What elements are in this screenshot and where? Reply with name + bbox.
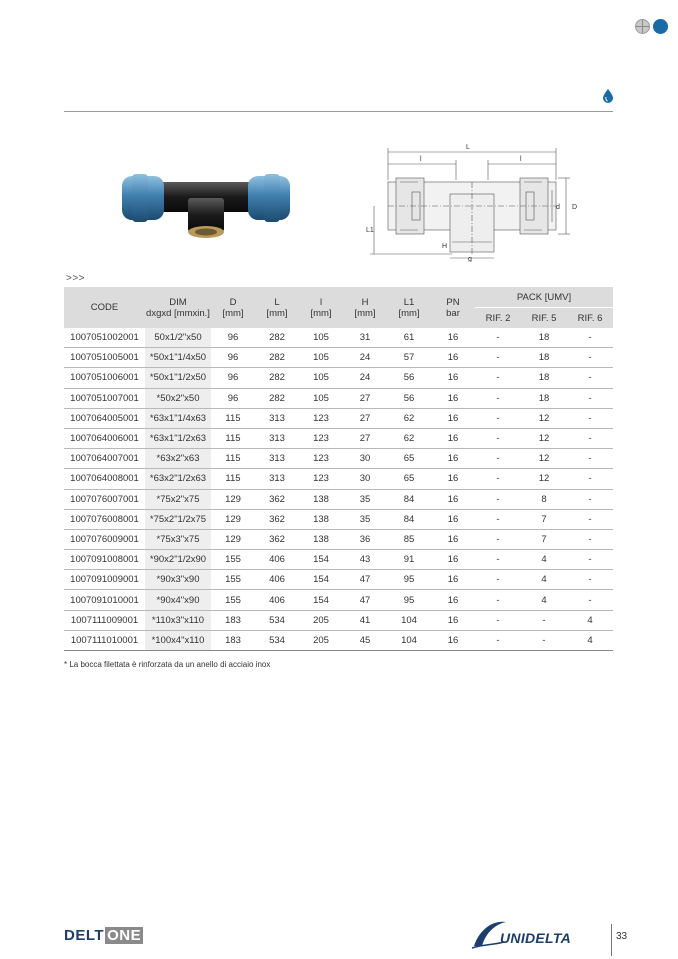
product-photo <box>116 170 296 240</box>
cell-l1: 84 <box>387 489 431 509</box>
cell-rif5: 8 <box>521 489 567 509</box>
cell-l1: 104 <box>387 610 431 630</box>
cell-dim: *75x2"1/2x75 <box>145 509 211 529</box>
cell-rif5: 18 <box>521 348 567 368</box>
cell-l1: 57 <box>387 348 431 368</box>
cell-pn: 16 <box>431 610 475 630</box>
cell-l: 282 <box>255 368 299 388</box>
cell-h: 24 <box>343 368 387 388</box>
cell-dim: *50x1"1/4x50 <box>145 348 211 368</box>
cell-l: 105 <box>299 368 343 388</box>
cell-rif5: 12 <box>521 469 567 489</box>
label-l-left: l <box>420 156 422 163</box>
cell-l: 123 <box>299 428 343 448</box>
header-PN: PN bar <box>431 287 475 328</box>
cell-rif2: - <box>475 469 521 489</box>
table-row <box>64 348 613 368</box>
cell-l: 105 <box>299 348 343 368</box>
cell-l: 313 <box>255 449 299 469</box>
cell-l: 123 <box>299 449 343 469</box>
table-row <box>64 408 613 428</box>
cell-h: 47 <box>343 590 387 610</box>
cell-rif2: - <box>475 610 521 630</box>
cell-rif2: - <box>475 590 521 610</box>
cell-rif5: 4 <box>521 590 567 610</box>
cell-h: 43 <box>343 550 387 570</box>
cell-pn: 16 <box>431 550 475 570</box>
cell-code: 1007064006001 <box>64 428 145 448</box>
cell-pn: 16 <box>431 489 475 509</box>
header-L1: L1 [mm] <box>387 287 431 328</box>
cell-code: 1007051002001 <box>64 328 145 348</box>
cell-l: 123 <box>299 469 343 489</box>
cell-code: 1007091010001 <box>64 590 145 610</box>
cell-dim: *110x3"x110 <box>145 610 211 630</box>
cell-code: 1007076008001 <box>64 509 145 529</box>
cell-pn: 16 <box>431 368 475 388</box>
cell-rif2: - <box>475 348 521 368</box>
cell-rif5: 7 <box>521 509 567 529</box>
cell-rif6: - <box>567 348 613 368</box>
cell-code: 1007051005001 <box>64 348 145 368</box>
cell-rif5: 18 <box>521 368 567 388</box>
cell-rif2: - <box>475 408 521 428</box>
cell-rif6: 4 <box>567 610 613 630</box>
cell-d: 96 <box>211 388 255 408</box>
page-number: 33 <box>616 931 628 942</box>
cell-dim: *63x1"1/2x63 <box>145 428 211 448</box>
cell-rif5: - <box>521 630 567 650</box>
cell-pn: 16 <box>431 449 475 469</box>
cell-h: 30 <box>343 469 387 489</box>
table-body <box>64 328 613 651</box>
cell-dim: *50x1"1/2x50 <box>145 368 211 388</box>
label-D: D <box>572 204 578 211</box>
header-rif5: RIF. 5 <box>521 308 567 329</box>
cell-pn: 16 <box>431 388 475 408</box>
table-row <box>64 328 613 348</box>
cell-rif2: - <box>475 529 521 549</box>
table-row <box>64 388 613 408</box>
label-g: g <box>468 256 472 262</box>
cell-l1: 95 <box>387 570 431 590</box>
table-row <box>64 428 613 448</box>
cell-d: 129 <box>211 529 255 549</box>
table-row <box>64 550 613 570</box>
cell-pn: 16 <box>431 590 475 610</box>
water-drop-icon <box>603 89 613 103</box>
header-code: CODE <box>64 287 145 328</box>
cell-code: 1007091009001 <box>64 570 145 590</box>
label-d: d <box>556 204 560 211</box>
cell-l1: 84 <box>387 509 431 529</box>
top-icons <box>635 19 671 37</box>
table-row <box>64 610 613 630</box>
cell-pn: 16 <box>431 469 475 489</box>
cell-dim: *75x3"x75 <box>145 529 211 549</box>
cell-rif6: 4 <box>567 630 613 650</box>
cell-l: 138 <box>299 529 343 549</box>
header-D: D [mm] <box>211 287 255 328</box>
cell-l: 406 <box>255 570 299 590</box>
label-L1: L1 <box>366 227 374 234</box>
cell-rif5: 12 <box>521 449 567 469</box>
cell-rif5: 4 <box>521 550 567 570</box>
cell-l: 138 <box>299 489 343 509</box>
cell-d: 129 <box>211 509 255 529</box>
cell-l: 406 <box>255 550 299 570</box>
cell-rif6: - <box>567 328 613 348</box>
cell-l: 154 <box>299 590 343 610</box>
cell-l1: 61 <box>387 328 431 348</box>
cell-h: 27 <box>343 388 387 408</box>
cell-rif6: - <box>567 550 613 570</box>
cell-l1: 91 <box>387 550 431 570</box>
cell-rif5: 12 <box>521 408 567 428</box>
cell-d: 183 <box>211 610 255 630</box>
cell-l: 105 <box>299 328 343 348</box>
header-rif6: RIF. 6 <box>567 308 613 329</box>
cell-dim: *75x2"x75 <box>145 489 211 509</box>
cell-l: 105 <box>299 388 343 408</box>
cell-pn: 16 <box>431 428 475 448</box>
header-l: l [mm] <box>299 287 343 328</box>
cell-pn: 16 <box>431 328 475 348</box>
cell-l: 138 <box>299 509 343 529</box>
cell-l: 154 <box>299 570 343 590</box>
globe-icon <box>635 19 650 34</box>
cell-d: 96 <box>211 368 255 388</box>
cell-pn: 16 <box>431 509 475 529</box>
cell-rif5: 4 <box>521 570 567 590</box>
cell-l: 123 <box>299 408 343 428</box>
cell-h: 35 <box>343 489 387 509</box>
cell-l1: 104 <box>387 630 431 650</box>
cell-pn: 16 <box>431 348 475 368</box>
cell-d: 155 <box>211 570 255 590</box>
cell-rif2: - <box>475 550 521 570</box>
cell-rif2: - <box>475 570 521 590</box>
cell-rif6: - <box>567 388 613 408</box>
cell-dim: *63x2"1/2x63 <box>145 469 211 489</box>
cell-code: 1007064008001 <box>64 469 145 489</box>
table-row <box>64 630 613 650</box>
cell-rif5: 18 <box>521 388 567 408</box>
cell-code: 1007064007001 <box>64 449 145 469</box>
cell-code: 1007111010001 <box>64 630 145 650</box>
cell-rif2: - <box>475 630 521 650</box>
cell-h: 36 <box>343 529 387 549</box>
cell-rif5: - <box>521 610 567 630</box>
cell-d: 96 <box>211 348 255 368</box>
table-row <box>64 529 613 549</box>
deltone-logo <box>64 927 143 945</box>
cell-dim: *90x3"x90 <box>145 570 211 590</box>
technical-drawing <box>366 142 596 262</box>
cell-pn: 16 <box>431 570 475 590</box>
cell-rif6: - <box>567 408 613 428</box>
unidelta-logo <box>470 918 605 950</box>
table-row <box>64 570 613 590</box>
cell-l1: 85 <box>387 529 431 549</box>
label-L: L <box>466 144 470 151</box>
cell-dim: *100x4"x110 <box>145 630 211 650</box>
header-rule <box>64 111 613 112</box>
label-l-right: l <box>520 156 522 163</box>
cell-d: 155 <box>211 590 255 610</box>
header-rif2: RIF. 2 <box>475 308 521 329</box>
cell-rif6: - <box>567 529 613 549</box>
cell-rif2: - <box>475 509 521 529</box>
cell-h: 45 <box>343 630 387 650</box>
cell-l1: 56 <box>387 368 431 388</box>
table-row <box>64 449 613 469</box>
cell-rif6: - <box>567 570 613 590</box>
cell-l: 362 <box>255 509 299 529</box>
cell-code: 1007051006001 <box>64 368 145 388</box>
cell-l: 362 <box>255 529 299 549</box>
cell-dim: *63x1"1/4x63 <box>145 408 211 428</box>
cell-rif5: 18 <box>521 328 567 348</box>
cell-d: 115 <box>211 428 255 448</box>
cell-h: 35 <box>343 509 387 529</box>
cell-h: 41 <box>343 610 387 630</box>
cell-l: 282 <box>255 348 299 368</box>
cell-h: 27 <box>343 408 387 428</box>
cell-code: 1007091008001 <box>64 550 145 570</box>
cell-l1: 65 <box>387 469 431 489</box>
cell-d: 115 <box>211 469 255 489</box>
deltone-logo-part1: DELT <box>64 927 105 944</box>
table-row <box>64 489 613 509</box>
header-dim: DIM dxgxd [mmxin.] <box>145 287 211 328</box>
cell-rif2: - <box>475 388 521 408</box>
cell-pn: 16 <box>431 529 475 549</box>
cell-l: 534 <box>255 610 299 630</box>
cell-l: 313 <box>255 408 299 428</box>
cell-l: 154 <box>299 550 343 570</box>
cell-rif2: - <box>475 328 521 348</box>
cell-dim: *90x4"x90 <box>145 590 211 610</box>
cell-d: 96 <box>211 328 255 348</box>
cell-d: 183 <box>211 630 255 650</box>
product-table <box>64 287 613 651</box>
cell-d: 115 <box>211 449 255 469</box>
cell-h: 47 <box>343 570 387 590</box>
cell-l1: 65 <box>387 449 431 469</box>
cell-l: 282 <box>255 388 299 408</box>
cell-l1: 95 <box>387 590 431 610</box>
table-row <box>64 368 613 388</box>
cell-dim: *90x2"1/2x90 <box>145 550 211 570</box>
cell-l: 362 <box>255 489 299 509</box>
cell-rif6: - <box>567 368 613 388</box>
cell-rif2: - <box>475 449 521 469</box>
footnote: * La bocca filettata è rinforzata da un anello di acciaio inox <box>64 660 271 669</box>
cell-d: 115 <box>211 408 255 428</box>
unidelta-name: UNIDELTA <box>500 930 572 946</box>
cell-code: 1007064005001 <box>64 408 145 428</box>
table-row <box>64 509 613 529</box>
cell-l: 406 <box>255 590 299 610</box>
cell-pn: 16 <box>431 630 475 650</box>
cell-h: 24 <box>343 348 387 368</box>
cell-rif6: - <box>567 449 613 469</box>
cell-l: 534 <box>255 630 299 650</box>
table-row <box>64 469 613 489</box>
cell-rif6: - <box>567 469 613 489</box>
cell-h: 30 <box>343 449 387 469</box>
cell-rif6: - <box>567 590 613 610</box>
cell-code: 1007076007001 <box>64 489 145 509</box>
cell-l: 313 <box>255 428 299 448</box>
cell-rif6: - <box>567 428 613 448</box>
header-H: H [mm] <box>343 287 387 328</box>
cell-rif6: - <box>567 509 613 529</box>
blue-dot-icon <box>653 19 668 34</box>
cell-l1: 56 <box>387 388 431 408</box>
cell-rif6: - <box>567 489 613 509</box>
cell-dim: 50x1/2"x50 <box>145 328 211 348</box>
cell-l: 282 <box>255 328 299 348</box>
cell-l1: 62 <box>387 428 431 448</box>
cell-code: 1007111009001 <box>64 610 145 630</box>
cell-dim: *50x2"x50 <box>145 388 211 408</box>
cell-l: 205 <box>299 610 343 630</box>
cell-code: 1007076009001 <box>64 529 145 549</box>
deltone-logo-part2: ONE <box>107 927 142 944</box>
cell-dim: *63x2"x63 <box>145 449 211 469</box>
cell-code: 1007051007001 <box>64 388 145 408</box>
cell-rif2: - <box>475 428 521 448</box>
section-marker: >>> <box>66 273 86 284</box>
cell-l: 205 <box>299 630 343 650</box>
cell-l1: 62 <box>387 408 431 428</box>
page-number-separator <box>611 924 612 956</box>
cell-rif5: 7 <box>521 529 567 549</box>
header-pack: PACK [UMV] <box>475 287 613 308</box>
header-L: L [mm] <box>255 287 299 328</box>
cell-d: 129 <box>211 489 255 509</box>
cell-pn: 16 <box>431 408 475 428</box>
cell-rif5: 12 <box>521 428 567 448</box>
table-row <box>64 590 613 610</box>
cell-h: 27 <box>343 428 387 448</box>
cell-rif2: - <box>475 489 521 509</box>
cell-d: 155 <box>211 550 255 570</box>
label-H: H <box>442 243 448 250</box>
cell-l: 313 <box>255 469 299 489</box>
cell-h: 31 <box>343 328 387 348</box>
cell-rif2: - <box>475 368 521 388</box>
